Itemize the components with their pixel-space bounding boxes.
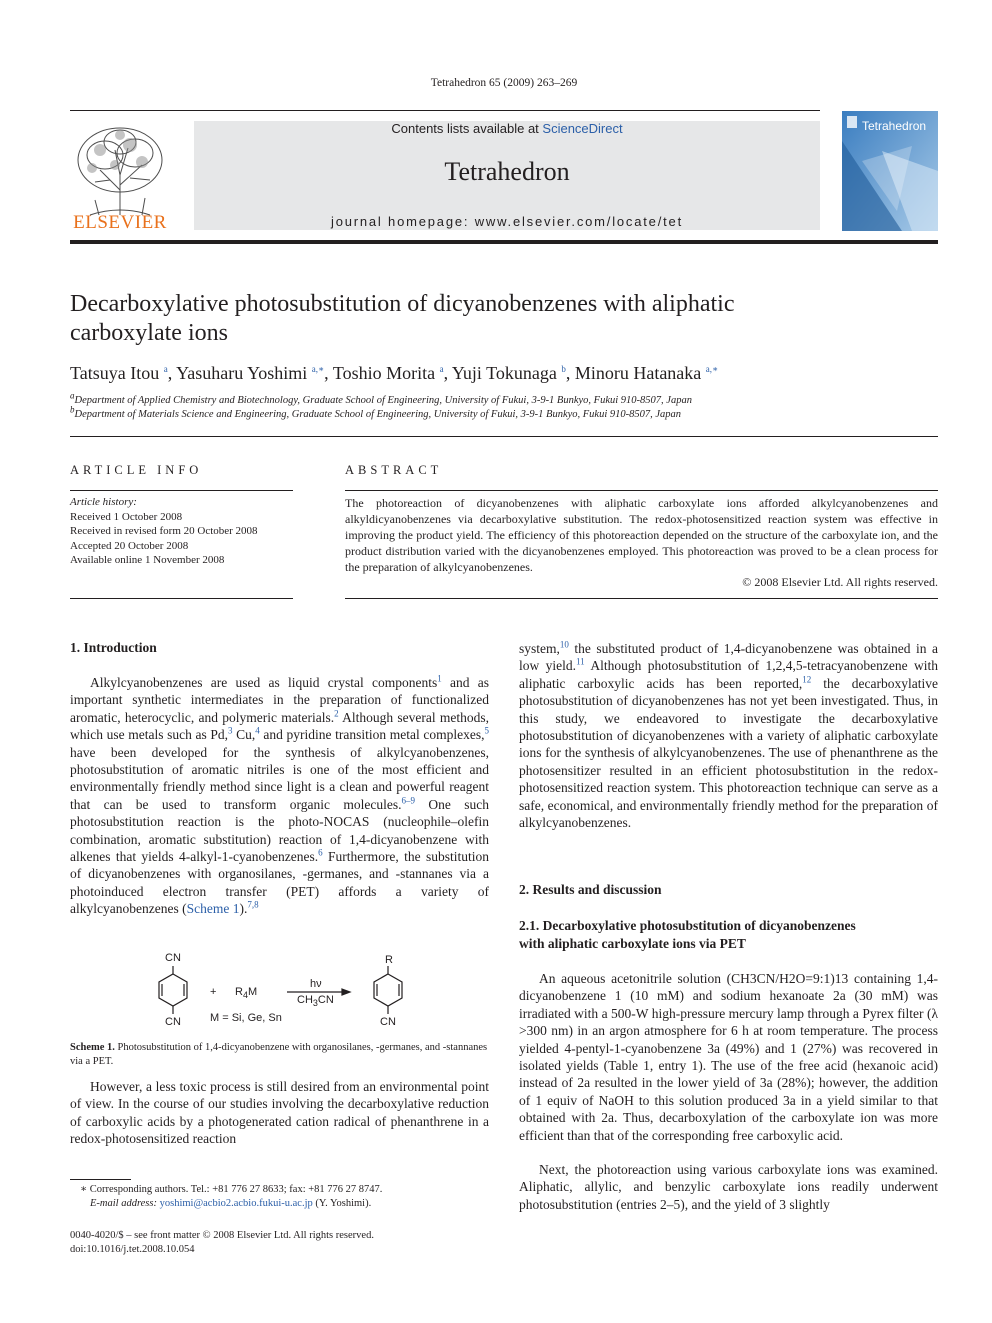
- abstract-text: The photoreaction of dicyanobenzenes with aliphatic carboxylate ions afforded alkylcyanobenzenes and alkyldicyanobenzenes via decarboxylative substitution. The redox-photosensitized reaction system was effective in improving the product yield. The efficiency of this photoreaction depended on the structure of the carboxylate ion, and the product distribution varied with the dicyanobenzenes employed. This photoreaction was proved to be a clean process for the preparation of alkylcyanobenzenes.: [345, 496, 938, 574]
- author-list: Tatsuya Itou $^a$, Yasuharu Yoshimi $^{a,∗}$, Toshio Morita $^a$, Yuji Tokunaga $^b$, Minoru Hatanaka $^{a,∗}$: [70, 363, 719, 383]
- affiliation-b: [70, 404, 930, 420]
- scheme-cn-top: CN: [165, 952, 181, 964]
- abstract-heading: ABSTRACT: [345, 463, 443, 477]
- email-label: E-mail address:: [90, 1198, 160, 1209]
- affiliation-text: Department of Materials Science and Engineering, Graduate School of Engineering, University of Fukui, 3-9-1 Bunkyo, Fukui 910-8507, Japan: [74, 409, 682, 420]
- intro-paragraph-3: [519, 640, 938, 831]
- abstract-copyright: © 2008 Elsevier Ltd. All rights reserved.: [742, 575, 938, 589]
- scheme-plus: +: [210, 986, 217, 998]
- author-name[interactable]: Minoru Hatanaka: [574, 363, 702, 383]
- affiliation-mark: a: [70, 390, 75, 401]
- scheme-link[interactable]: Scheme 1: [186, 901, 240, 917]
- ref-link[interactable]: 7,8: [247, 899, 259, 910]
- text: Alkylcyanobenzenes are used as liquid crystal components: [90, 675, 438, 690]
- author-name[interactable]: Tatsuya Itou: [70, 363, 160, 383]
- text: Cu,: [232, 727, 256, 743]
- scheme-1-caption: [70, 1041, 489, 1069]
- intro-paragraph-2: [70, 1078, 489, 1148]
- journal-name: Tetrahedron: [444, 157, 570, 186]
- ref-link[interactable]: 6–9: [401, 795, 415, 806]
- caption-text: Photosubstitution of 1,4-dicyanobenzene with organosilanes, -germanes, and -stannanes via a PET.: [70, 1042, 488, 1067]
- journal-citation: Tetrahedron 65 (2009) 263–269: [430, 77, 578, 89]
- text: have been developed for the synthesis of alkylcyanobenzenes, photosubstitution of aromatic nitriles is one of the most efficient and environmentally friendly method since light is a clean and powerful reagent that can be used to transform organic molecules.: [70, 744, 489, 812]
- author-sup[interactable]: a,∗: [311, 364, 325, 374]
- text: One such photosubstitution reaction is the photo-NOCAS (nucleophile–olefin combination, aromatic substitution) reaction of 1,4-dicyanobenzene with alkenes that yields 4-alkyl-1-cyanobenzenes.: [70, 796, 489, 865]
- scheme-hv: hν: [310, 978, 322, 990]
- scheme-cn-product: CN: [380, 1016, 396, 1028]
- paragraph-text: However, a less toxic process is still desired from an environmental point of view. In the course of our studies involving the decarboxylative reduction of carboxylic acids by a photogenerated cation radical of phenanthrene in a redox-photosensitized reaction: [70, 1079, 489, 1147]
- issn-line: 0040-4020/$ – see front matter © 2008 Elsevier Ltd. All rights reserved.: [70, 1230, 374, 1241]
- text: system,: [519, 641, 560, 656]
- affiliation-text: Department of Applied Chemistry and Biotechnology, Graduate School of Engineering, University of Fukui, 3-9-1 Bunkyo, Fukui 910-8507, Japan: [74, 395, 692, 406]
- email-link[interactable]: yoshimi@acbio2.acbio.fukui-u.ac.jp: [159, 1198, 313, 1209]
- title-line-2: carboxylate ions: [70, 320, 228, 346]
- journal-cover: [842, 111, 938, 231]
- scheme-cn-bottom: CN: [165, 1016, 181, 1028]
- affiliation-mark: b: [70, 404, 75, 415]
- abstract-rule-top: [345, 490, 938, 491]
- paragraph-text: An aqueous acetonitrile solution (CH3CN/H2O=9:1)13 containing 1,4-dicyanobenzene 1 (10 mM) and sodium hexanoate 2a (30 mM) was irradiated with a 500-W high-pressure mercury lamp through a Pyrex filter (λ >300 nm) in an argon atmosphere for 6 h at room temperature. The process yielded 4-pentyl-1-cyanobenzene 3a (49%) and 1 (27%) was recovered in isolated yields (Table 1, entry 1). The use of the free acid (hexanoic acid) instead of 2a resulted in the lower yield of 3a (28%); however, the addition of 1 equiv of NaOH to this solution produced 3a in a yield similar to that obtained with 2a. Thus, decarboxylation of the carboxylate ion was more efficient than that of the corresponding free carboxylic acid.: [519, 971, 938, 1143]
- ref-link[interactable]: 6: [318, 847, 323, 858]
- text: and as important synthetic intermediates in the preparation of functionalized aromatic, heterocyclic, and polymeric materials.: [70, 675, 489, 725]
- history-online: Available online 1 November 2008: [70, 554, 225, 566]
- scheme-1-figure: [140, 950, 440, 1032]
- author-name[interactable]: Toshio Morita: [332, 363, 436, 383]
- ref-link[interactable]: 1: [437, 673, 442, 684]
- header-rule: [70, 110, 820, 111]
- results-heading: 2. Results and discussion: [519, 882, 662, 897]
- article-title: [70, 290, 930, 348]
- ref-link[interactable]: 5: [484, 725, 489, 736]
- footnote-rule: [70, 1179, 131, 1180]
- abstract-rule-bottom: [345, 598, 938, 599]
- author-sup[interactable]: a,∗: [705, 364, 719, 374]
- affiliation-a: [70, 390, 930, 406]
- email-footnote: [70, 1197, 509, 1211]
- history-label: Article history:: [70, 496, 137, 508]
- ref-link[interactable]: 11: [576, 656, 585, 667]
- contents-line: [194, 121, 820, 136]
- text: Although several methods, which use metals such as Pd,: [70, 709, 490, 743]
- paragraph-text: Next, the photoreaction using various carboxylate ions was examined. Aliphatic, allylic, and benzylic carboxylate ions readily underwent photosubstitution (entries 2–5), and the yield of 3 slightly: [519, 1162, 938, 1212]
- info-rule-bottom: [70, 598, 293, 599]
- history-received: Received 1 October 2008: [70, 510, 183, 523]
- author-sup[interactable]: a: [439, 364, 444, 374]
- journal-homepage[interactable]: journal homepage: www.elsevier.com/locate/tet: [331, 214, 683, 229]
- publisher-wordmark: ELSEVIER: [73, 212, 167, 233]
- author-name[interactable]: Yasuharu Yoshimi: [176, 363, 308, 383]
- subsection-heading-line-1: 2.1. Decarboxylative photosubstitution of dicyanobenzenes: [519, 918, 856, 933]
- scheme-reagent: $R_4M$: [235, 986, 258, 1001]
- title-line-1: Decarboxylative photosubstitution of dicyanobenzenes with aliphatic: [70, 291, 735, 317]
- author-sup[interactable]: a: [163, 364, 168, 374]
- article-history: [70, 495, 293, 568]
- results-paragraph-1: [519, 970, 938, 1144]
- scheme-solvent: $CH_3CN$: [297, 994, 334, 1009]
- text: the substituted product of 1,4-dicyanobenzene was obtained in a low yield.: [519, 641, 938, 674]
- contents-prefix: Contents lists available at: [391, 121, 543, 136]
- ref-link[interactable]: 4: [255, 725, 260, 736]
- ref-link[interactable]: 12: [802, 674, 812, 685]
- email-suffix: (Y. Yoshimi).: [312, 1198, 372, 1209]
- header-thick-rule: [70, 240, 938, 244]
- ref-link[interactable]: 3: [228, 725, 233, 736]
- elsevier-tree-logo: [70, 120, 170, 235]
- sciencedirect-link[interactable]: ScienceDirect: [542, 121, 623, 136]
- subsection-heading: [519, 917, 938, 953]
- text: and pyridine transition metal complexes,: [259, 727, 485, 743]
- results-paragraph-2: [519, 1161, 938, 1213]
- text: ).: [239, 901, 248, 917]
- author-sup[interactable]: b: [561, 364, 566, 374]
- author-name[interactable]: Yuji Tokunaga: [451, 363, 557, 383]
- corresponding-footnote: ∗ Corresponding authors. Tel.: +81 776 27 8633; fax: +81 776 27 8747.: [80, 1184, 383, 1195]
- intro-paragraph-1: [70, 674, 489, 918]
- ref-link[interactable]: 2: [334, 708, 339, 719]
- text: the decarboxylative photosubstitution of dicyanobenzenes has not yet been investigated. Thus, in this study, we endeavored to investigate the decarboxylative photosubstitution of dicyanobenzenes with a variety of aliphatic carboxylate ions for the synthesis of alkylcyanobenzenes. The use of phenanthrene as the photosensitizer resulted in an efficient photosubstitution in the redox-photosensitized reaction system. This photoreaction technique can serve as a safe, economical, and environmentally friendly method for the preparation of alkylcyanobenzenes.: [519, 675, 938, 831]
- text: Although photosubstitution of 1,2,4,5-tetracyanobenzene with aliphatic carboxylic acids has been reported,: [519, 658, 938, 691]
- cover-title: Tetrahedron: [862, 119, 927, 133]
- section-rule: [70, 436, 938, 437]
- history-revised: Received in revised form 20 October 2008: [70, 525, 258, 537]
- scheme-metals: M = Si, Ge, Sn: [210, 1012, 282, 1024]
- caption-label: Scheme 1.: [70, 1042, 115, 1053]
- intro-heading: 1. Introduction: [70, 640, 157, 655]
- ref-link[interactable]: 10: [559, 639, 569, 650]
- info-rule-top: [70, 490, 293, 491]
- subsection-heading-line-2: with aliphatic carboxylate ions via PET: [519, 936, 746, 951]
- doi-line[interactable]: doi:10.1016/j.tet.2008.10.054: [70, 1244, 195, 1255]
- text: Furthermore, the substitution of dicyanobenzenes with organosilanes, -germanes, and -stannanes via a photoinduced electron transfer (PET) affords a variety of alkylcyanobenzenes (: [70, 849, 490, 917]
- history-accepted: Accepted 20 October 2008: [70, 539, 189, 552]
- article-info-heading: ARTICLE INFO: [70, 463, 203, 477]
- scheme-r-top: R: [385, 954, 393, 966]
